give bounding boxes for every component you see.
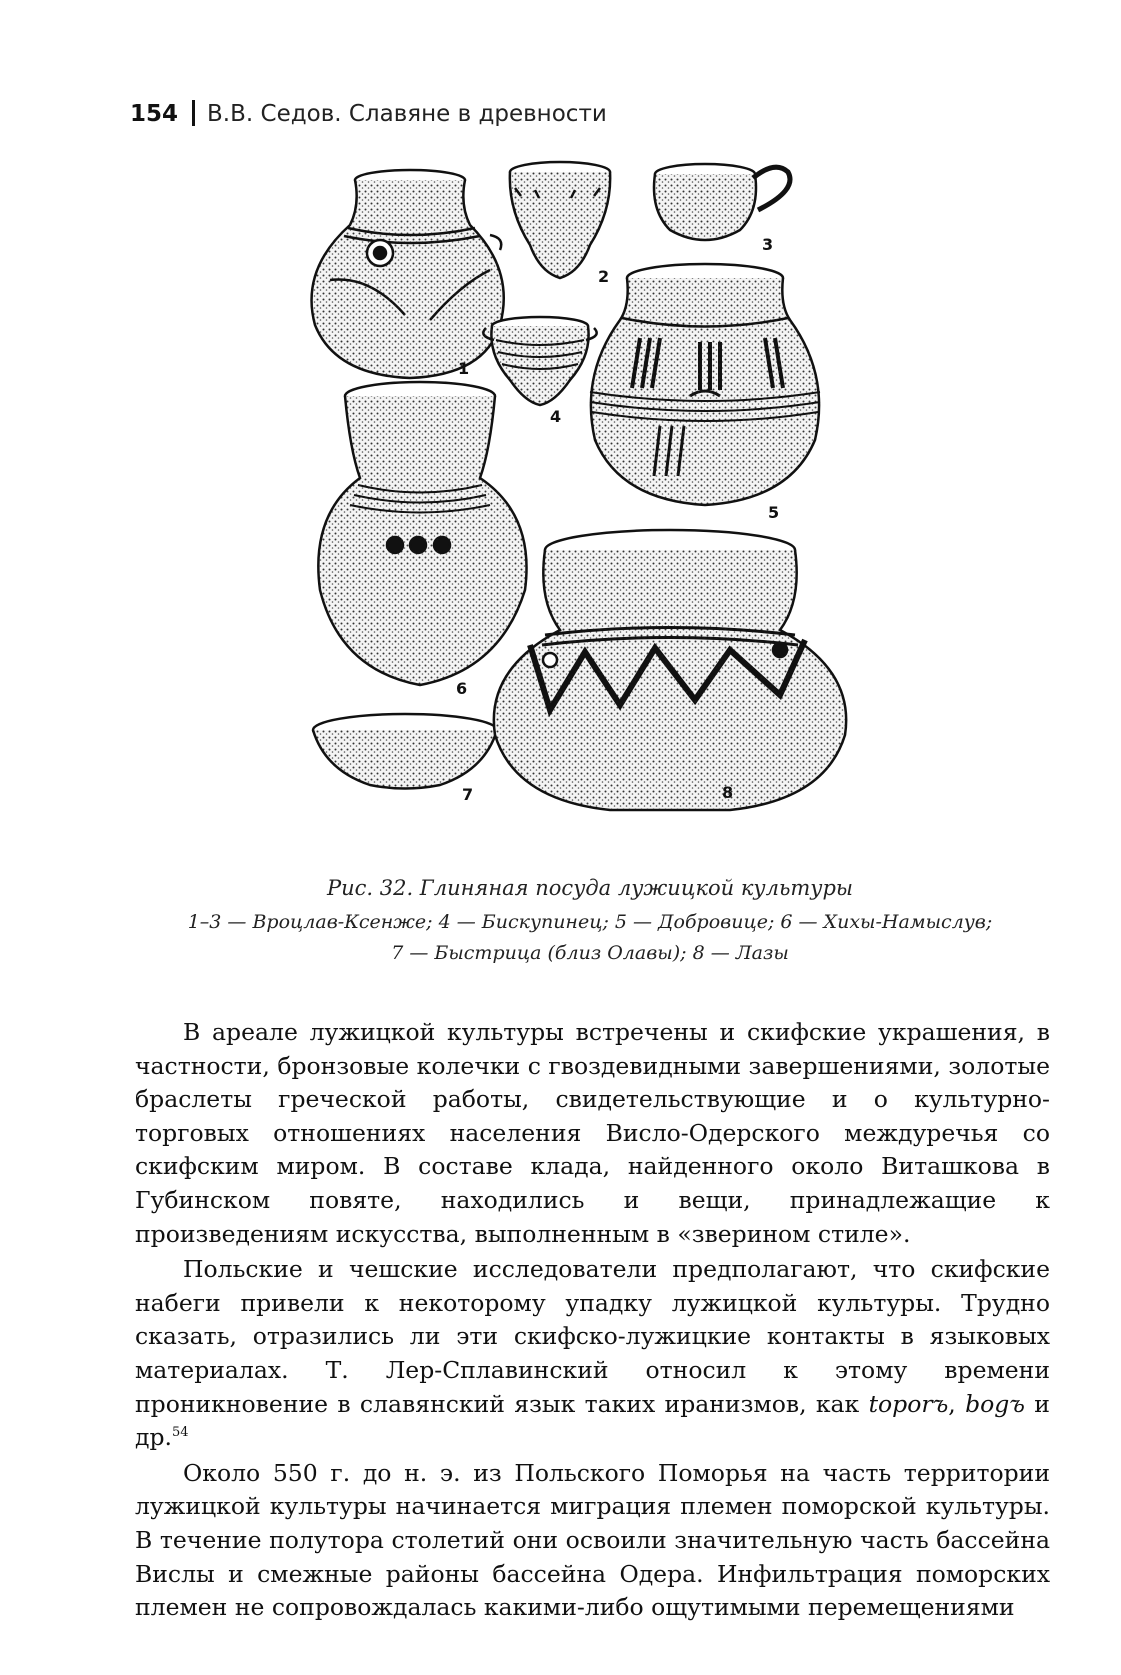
vessel-7 (313, 714, 497, 789)
figure-caption-title: Рис. 32. Глиняная посуда лужицкой культуры (326, 876, 854, 900)
vessel-5 (590, 264, 820, 505)
vessel-label-7: 7 (462, 785, 474, 804)
vessel-label-6: 6 (456, 679, 468, 698)
vessel-1 (312, 170, 504, 378)
iranism-word-2: bogъ (965, 1389, 1025, 1418)
vessel-label-1: 1 (458, 359, 470, 378)
vessel-label-5: 5 (768, 503, 780, 522)
vessel-6 (318, 382, 526, 685)
vessel-label-8: 8 (722, 783, 734, 802)
iranism-word-1: toporъ (868, 1389, 949, 1418)
paragraph-2-end: и др. (135, 1389, 1050, 1452)
footnote-ref: 54 (171, 1425, 189, 1441)
running-title: В.В. Седов. Славяне в древности (207, 101, 607, 127)
pottery-illustration (310, 160, 870, 860)
body-text (135, 1016, 1050, 1625)
pottery-figure (310, 160, 870, 860)
paragraph-2-text: Польские и чешские исследователи предполагают, что скифские набеги привели к некоторому упадку лужицкой культуры. Трудно сказать, отразились ли эти скифско-лужицкие контакты в языковых материалах. Т. Лер-Сплавинский относил к этому времени проникновение в славянский язык таких иранизмов, как (135, 1255, 1050, 1418)
vessel-8 (494, 530, 846, 810)
vessel-label-4: 4 (550, 407, 562, 426)
vessel-4 (483, 317, 596, 405)
vessel-label-2: 2 (598, 267, 610, 286)
page-number: 154 (130, 101, 179, 127)
paragraph-2-comma: , (948, 1389, 966, 1418)
vessel-label-3: 3 (762, 235, 774, 254)
paragraph-2 (135, 1253, 1050, 1455)
paragraph-3: Около 550 г. до н. э. из Польского Поморья на часть территории лужицкой культуры начинается миграция племен поморской культуры. В течение полутора столетий они освоили значительную часть бассейна Вислы и смежные районы бассейна Одера. Инфильтрация поморских племен не сопровождалась какими-либо ощутимыми перемещениями (135, 1458, 1050, 1622)
figure-caption-line-1: 1–3 — Вроцлав-Ксенже; 4 — Бискупинец; 5 — Добровице; 6 — Хихы-Намыслув; (187, 911, 993, 933)
vessel-2 (510, 162, 610, 278)
paragraph-1: В ареале лужицкой культуры встречены и скифские украшения, в частности, бронзовые колечки с гвоздевидными завершениями, золотые браслеты греческой работы, свидетельствующие и о культурно-торговых отношениях населения Висло-Одерского междуречья со скифским миром. В составе клада, найденного около Виташкова в Губинском повяте, находились и вещи, принадлежащие к произведениям искусства, выполненным в «зверином стиле». (135, 1018, 1050, 1248)
figure-caption-line-2: 7 — Быстрица (близ Олавы); 8 — Лазы (391, 942, 789, 964)
vessel-3 (654, 164, 790, 240)
running-head (130, 100, 607, 127)
header-separator (192, 100, 195, 126)
